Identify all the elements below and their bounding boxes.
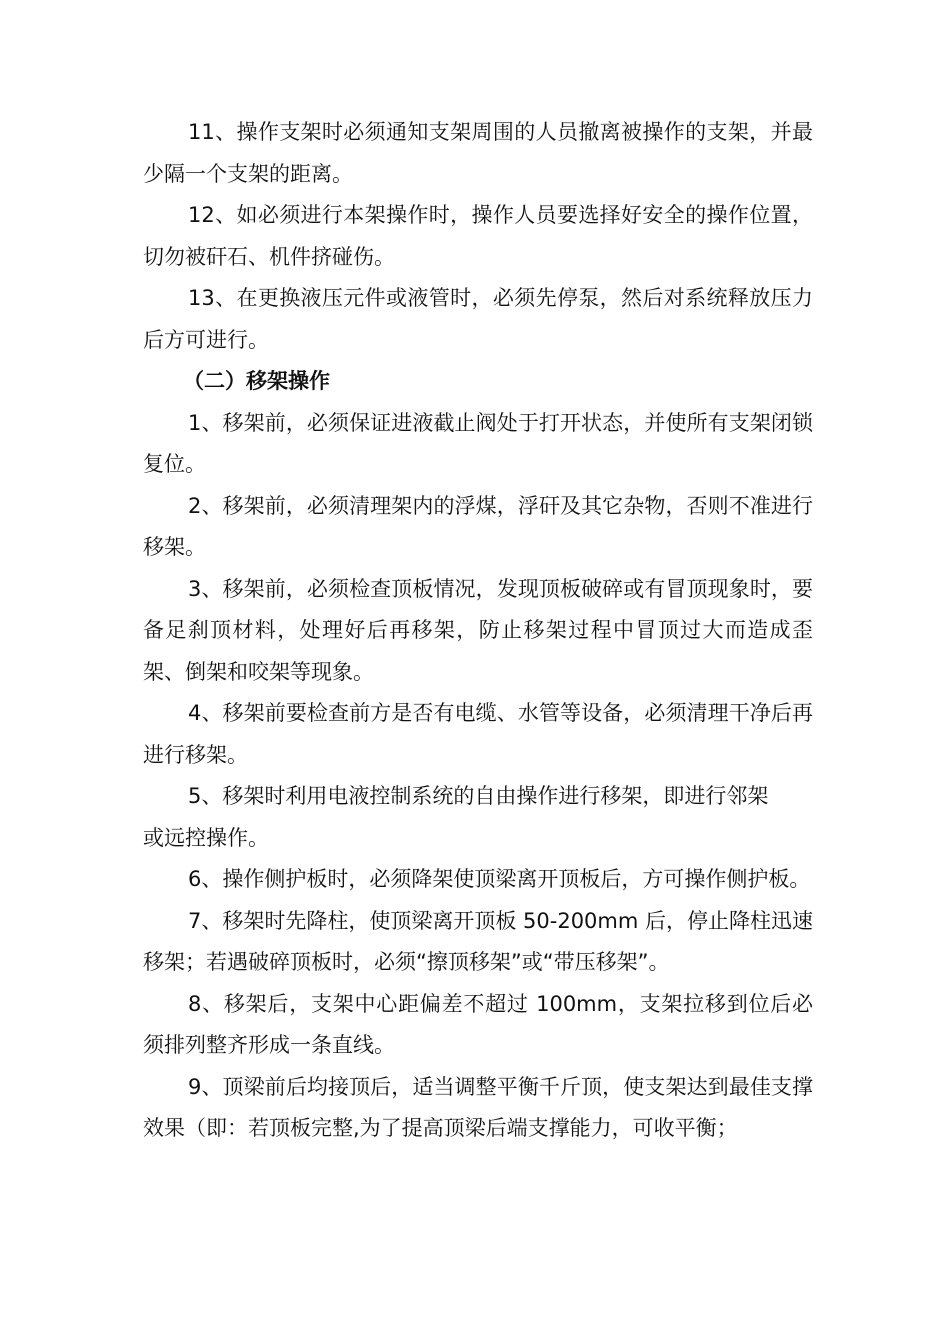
- paragraph-item-7: 7、移架时先降柱，使顶梁离开顶板 50-200mm 后，停止降柱迅速移架；若遇破碎顶板时，必须“擦顶移架”或“带压移架”。: [143, 908, 814, 974]
- paragraph-item-4: 4、移架前要检查前方是否有电缆、水管等设备，必须清理干净后再进行移架。: [143, 701, 813, 767]
- document-body: [143, 112, 813, 1150]
- paragraph-item-5: 5、移架时利用电液控制系统的自由操作进行移架，即进行邻架: [188, 784, 769, 808]
- section-heading: （二）移架操作: [183, 369, 330, 393]
- paragraph-item-12: 12、如必须进行本架操作时，操作人员要选择好安全的操作位置，切勿被矸石、机件挤碰伤。: [143, 203, 813, 269]
- paragraph-item-3: 3、移架前，必须检查顶板情况，发现顶板破碎或有冒顶现象时，要备足刹顶材料，处理好后再移架，防止移架过程中冒顶过大而造成歪架、倒架和咬架等现象。: [143, 576, 813, 684]
- paragraph-item-1: 1、移架前，必须保证进液截止阀处于打开状态，并使所有支架闭锁复位。: [143, 410, 813, 476]
- paragraph-item-5-continued: 或远控操作。: [143, 825, 269, 850]
- paragraph-item-6: 6、操作侧护板时，必须降架使顶梁离开顶板后，方可操作侧护板。: [188, 867, 811, 891]
- paragraph-item-11: 11、操作支架时必须通知支架周围的人员撤离被操作的支架，并最少隔一个支架的距离。: [143, 120, 813, 186]
- paragraph-item-13: 13、在更换液压元件或液管时，必须先停泵，然后对系统释放压力后方可进行。: [143, 286, 813, 352]
- paragraph-item-2: 2、移架前，必须清理架内的浮煤，浮矸及其它杂物，否则不准进行移架。: [143, 493, 813, 559]
- paragraph-item-9: 9、顶梁前后均接顶后，适当调整平衡千斤顶，使支架达到最佳支撑效果（即：若顶板完整,为了提高顶梁后端支撑能力，可收平衡；: [143, 1074, 813, 1140]
- paragraph-item-8: 8、移架后，支架中心距偏差不超过 100mm，支架拉移到位后必须排列整齐形成一条直线。: [143, 991, 813, 1057]
